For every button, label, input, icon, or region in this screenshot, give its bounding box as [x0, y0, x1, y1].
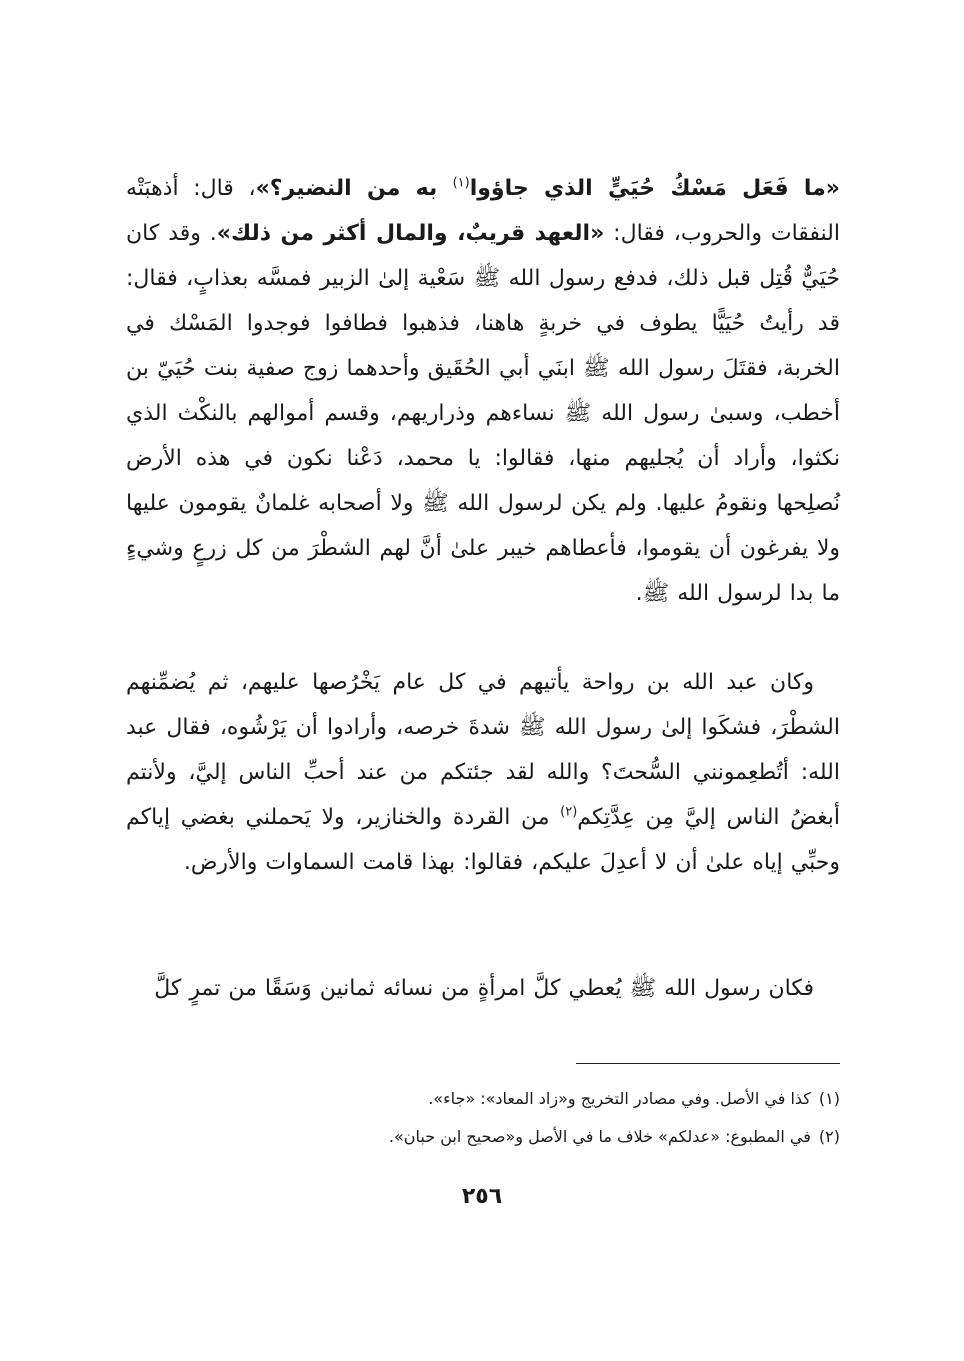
- footnote-1-text: كذا في الأصل. وفي مصادر التخريج و«زاد المعاد»: «جاء».: [428, 1089, 811, 1108]
- quote-1: «ما فَعَل مَسْكُ حُيَيٍّ الذي جاؤوا: [469, 176, 840, 201]
- footnote-ref-1: (١): [452, 175, 470, 191]
- paragraph-3: [126, 966, 840, 1011]
- paragraph-1: [126, 166, 840, 616]
- paragraph-1-text-b: . وقد كان حُيَيٌّ قُتِل قبل ذلك، فدفع رسول الله ﷺ سَعْية إلىٰ الزبير فمسَّه بعذابٍ، فقال: قد رأيتُ حُيَيًّا يطوف في خربةٍ هاهنا، فذهبوا فطافوا فوجدوا المَسْك في الخربة، فقتَلَ رسول الله ﷺ ابنَي أبي الحُقَيق وأحدهما زوج صفية بنت حُيَيّ بن أخطب، وسبىٰ رسول الله ﷺ نساءهم وذراريهم، وقسم أموالهم بالنكْث الذي نكثوا، وأراد أن يُجليهم منها، فقالوا: يا محمد، دَعْنا نكون في هذه الأرض نُصلِحها ونقومُ عليها. ولم يكن لرسول الله ﷺ ولا أصحابه غلمانٌ يقومون عليها ولا يفرغون أن يقوموا، فأعطاهم خيبر علىٰ أنَّ لهم الشطْرَ من كل زرعٍ وشيءٍ ما بدا لرسول الله ﷺ.: [126, 221, 840, 606]
- footnote-2-number: (٢): [818, 1127, 840, 1146]
- footnote-ref-2: (٢): [560, 804, 578, 820]
- paragraph-1-text-a: ، قال: أذهبَتْه النفقات والحروب، فقال:: [126, 176, 840, 246]
- paragraph-2-text-b: من القردة والخنازير، ولا يَحملني بغضي إياكم وحبِّي إياه علىٰ أن لا أعدِلَ عليكم، فقالوا: بهذا قامت السماوات والأرض.: [126, 805, 840, 875]
- footnote-divider: [576, 1063, 840, 1064]
- quote-2: «العهد قريبٌ، والمال أكثر من ذلك»: [216, 221, 605, 246]
- quote-1-end: به من النضير؟»: [255, 176, 453, 201]
- paragraph-2: [126, 660, 840, 885]
- paragraph-3-text: فكان رسول الله ﷺ يُعطي كلَّ امرأةٍ من نسائه ثمانين وَسَقًا من تمرٍ كلَّ: [154, 976, 814, 1001]
- footnote-1-number: (١): [818, 1089, 840, 1108]
- footnote-1: [126, 1081, 840, 1117]
- page-number: ٢٥٦: [461, 1184, 503, 1209]
- footnote-2: [126, 1119, 840, 1155]
- footnote-2-text: في المطبوع: «عدلكم» خلاف ما في الأصل و«صحيح ابن حبان».: [388, 1127, 811, 1146]
- paragraph-2-text-a: وكان عبد الله بن رواحة يأتيهم في كل عام يَخْرُصها عليهم، ثم يُضمِّنهم الشطْرَ، فشكَوا إلىٰ رسول الله ﷺ شدةَ خرصه، وأرادوا أن يَرْشُوه، فقال عبد الله: أتُطعِمونني السُّحتَ؟ والله لقد جئتكم من عند أحبِّ الناس إليَّ، ولأنتم أبغضُ الناس إليَّ مِن عِدَّتِكم: [126, 670, 840, 830]
